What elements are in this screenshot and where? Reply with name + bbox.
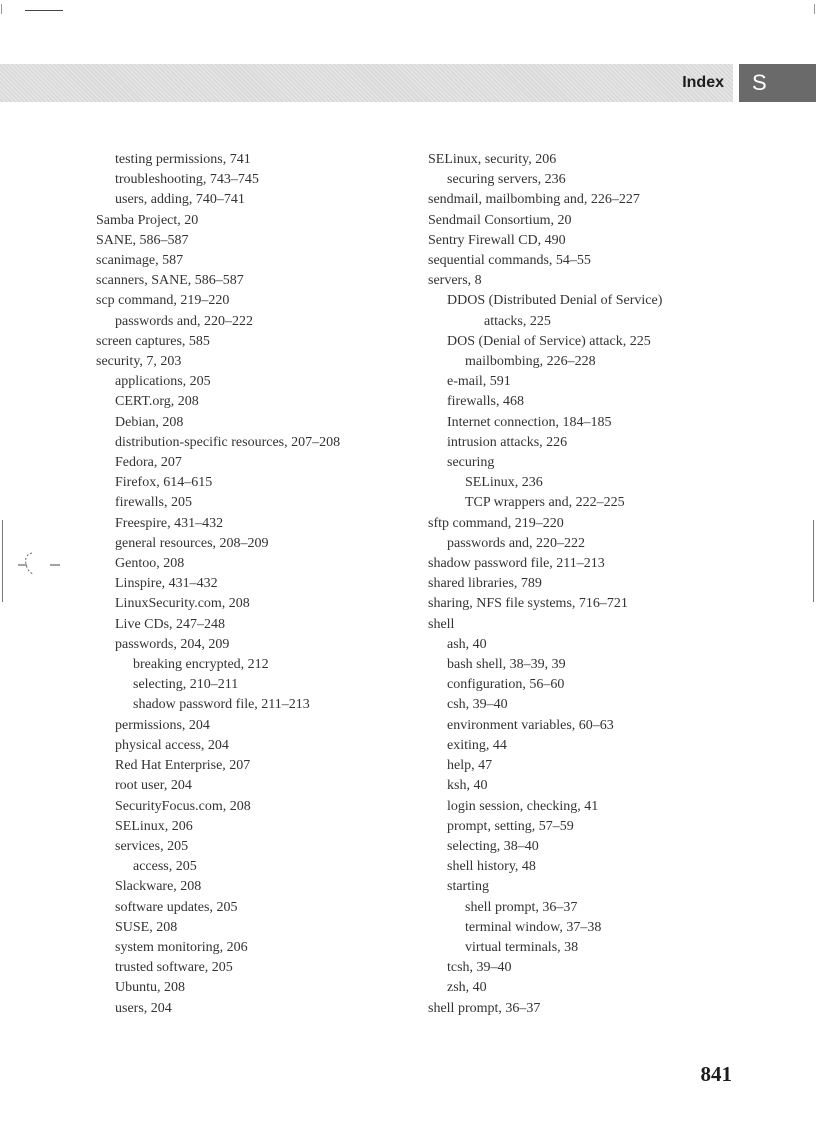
index-entry: services, 205 — [115, 838, 189, 854]
index-entry: software updates, 205 — [115, 899, 238, 915]
index-entry: help, 47 — [447, 758, 493, 774]
index-entry: Internet connection, 184–185 — [447, 414, 612, 430]
index-entry: shell prompt, 36–37 — [465, 899, 578, 915]
index-entry: bash shell, 38–39, 39 — [447, 657, 566, 673]
index-entry: scanimage, 587 — [96, 253, 184, 269]
index-entry: SANE, 586–587 — [96, 232, 189, 248]
index-entry: shell — [428, 616, 455, 632]
index-entry: Red Hat Enterprise, 207 — [115, 758, 251, 774]
index-entry: mailbombing, 226–228 — [465, 354, 596, 370]
index-entry: users, adding, 740–741 — [115, 192, 245, 208]
index-entry: screen captures, 585 — [96, 333, 210, 349]
index-entry: LinuxSecurity.com, 208 — [115, 596, 250, 612]
index-entry: Debian, 208 — [115, 414, 184, 430]
section-letter-tab: S — [739, 64, 816, 102]
index-entry: TCP wrappers and, 222–225 — [465, 495, 625, 511]
header-band — [0, 64, 733, 102]
index-entry: sequential commands, 54–55 — [428, 253, 591, 269]
index-entry: virtual terminals, 38 — [465, 939, 579, 955]
index-entry: ksh, 40 — [447, 778, 488, 794]
index-entry: permissions, 204 — [115, 717, 210, 733]
index-entry: firewalls, 468 — [447, 394, 524, 410]
index-entry: ash, 40 — [447, 636, 487, 652]
index-column-right — [428, 150, 662, 1019]
index-entry: Fedora, 207 — [115, 455, 182, 471]
index-entry: zsh, 40 — [447, 980, 487, 996]
index-entry: SecurityFocus.com, 208 — [115, 798, 251, 814]
index-entry: users, 204 — [115, 1000, 172, 1016]
index-entry: sftp command, 219–220 — [428, 515, 564, 531]
index-entry: passwords and, 220–222 — [115, 313, 254, 329]
index-entry: applications, 205 — [115, 374, 211, 390]
index-entry: shared libraries, 789 — [428, 576, 542, 592]
index-entry: security, 7, 203 — [96, 354, 182, 370]
index-entry: testing permissions, 741 — [115, 152, 251, 167]
index-entry: physical access, 204 — [115, 737, 229, 753]
index-entry: Ubuntu, 208 — [115, 980, 185, 996]
index-entry: csh, 39–40 — [447, 697, 508, 713]
index-entry: shadow password file, 211–213 — [133, 697, 310, 713]
index-entry: troubleshooting, 743–745 — [115, 172, 259, 188]
index-entry: firewalls, 205 — [115, 495, 192, 511]
index-entry: DDOS (Distributed Denial of Service) — [447, 293, 663, 309]
index-entry: starting — [447, 879, 489, 895]
index-entry: intrusion attacks, 226 — [447, 434, 568, 450]
index-entry: Live CDs, 247–248 — [115, 616, 226, 632]
index-entry: general resources, 208–209 — [115, 535, 269, 551]
corner-tick-right — [814, 4, 815, 14]
index-entry: Slackware, 208 — [115, 879, 202, 895]
index-entry: shell prompt, 36–37 — [428, 1000, 541, 1016]
index-entry: Sendmail Consortium, 20 — [428, 212, 572, 228]
index-entry: shadow password file, 211–213 — [428, 556, 605, 572]
margin-mark-right — [813, 520, 814, 602]
index-entry: Samba Project, 20 — [96, 212, 199, 228]
index-entry: selecting, 38–40 — [447, 838, 539, 854]
index-entry: terminal window, 37–38 — [465, 919, 602, 935]
index-entry: root user, 204 — [115, 778, 192, 794]
index-entry: SELinux, security, 206 — [428, 152, 557, 167]
crop-mark-icon — [18, 547, 62, 579]
index-entry: distribution-specific resources, 207–208 — [115, 434, 341, 450]
index-entry: access, 205 — [133, 859, 197, 875]
margin-mark-left — [2, 520, 3, 602]
index-entry: shell history, 48 — [447, 859, 536, 875]
index-entry: SELinux, 236 — [465, 475, 543, 491]
index-entry: exiting, 44 — [447, 737, 507, 753]
index-entry: DOS (Denial of Service) attack, 225 — [447, 333, 651, 349]
index-entry: e-mail, 591 — [447, 374, 511, 390]
corner-tick-left — [1, 4, 2, 14]
index-entry: sharing, NFS file systems, 716–721 — [428, 596, 628, 612]
index-entry: securing servers, 236 — [447, 172, 566, 188]
index-entry: SELinux, 206 — [115, 818, 193, 834]
header-title: Index — [682, 74, 724, 91]
index-entry: servers, 8 — [428, 273, 482, 289]
index-entry: scp command, 219–220 — [96, 293, 230, 309]
index-entry: login session, checking, 41 — [447, 798, 599, 814]
index-entry: configuration, 56–60 — [447, 677, 565, 693]
index-entry: SUSE, 208 — [115, 919, 178, 935]
index-entry: CERT.org, 208 — [115, 394, 199, 410]
index-column-left — [96, 150, 340, 1019]
index-entry: breaking encrypted, 212 — [133, 657, 269, 673]
index-entry: prompt, setting, 57–59 — [447, 818, 574, 834]
index-entry: Freespire, 431–432 — [115, 515, 224, 531]
index-entry: tcsh, 39–40 — [447, 960, 512, 976]
index-entry: scanners, SANE, 586–587 — [96, 273, 244, 289]
index-entry: passwords, 204, 209 — [115, 636, 230, 652]
index-entry: Gentoo, 208 — [115, 556, 185, 572]
top-rule — [25, 10, 63, 11]
index-entry: Linspire, 431–432 — [115, 576, 218, 592]
index-entry: system monitoring, 206 — [115, 939, 248, 955]
index-entry: Sentry Firewall CD, 490 — [428, 232, 566, 248]
index-entry: securing — [447, 455, 495, 471]
index-entry: sendmail, mailbombing and, 226–227 — [428, 192, 640, 208]
index-entry: Firefox, 614–615 — [115, 475, 213, 491]
index-entry: passwords and, 220–222 — [447, 535, 586, 551]
index-entry: selecting, 210–211 — [133, 677, 239, 693]
page-number: 841 — [700, 1062, 732, 1086]
index-entry: attacks, 225 — [484, 313, 551, 329]
index-entry: trusted software, 205 — [115, 960, 233, 976]
index-entry: environment variables, 60–63 — [447, 717, 614, 733]
